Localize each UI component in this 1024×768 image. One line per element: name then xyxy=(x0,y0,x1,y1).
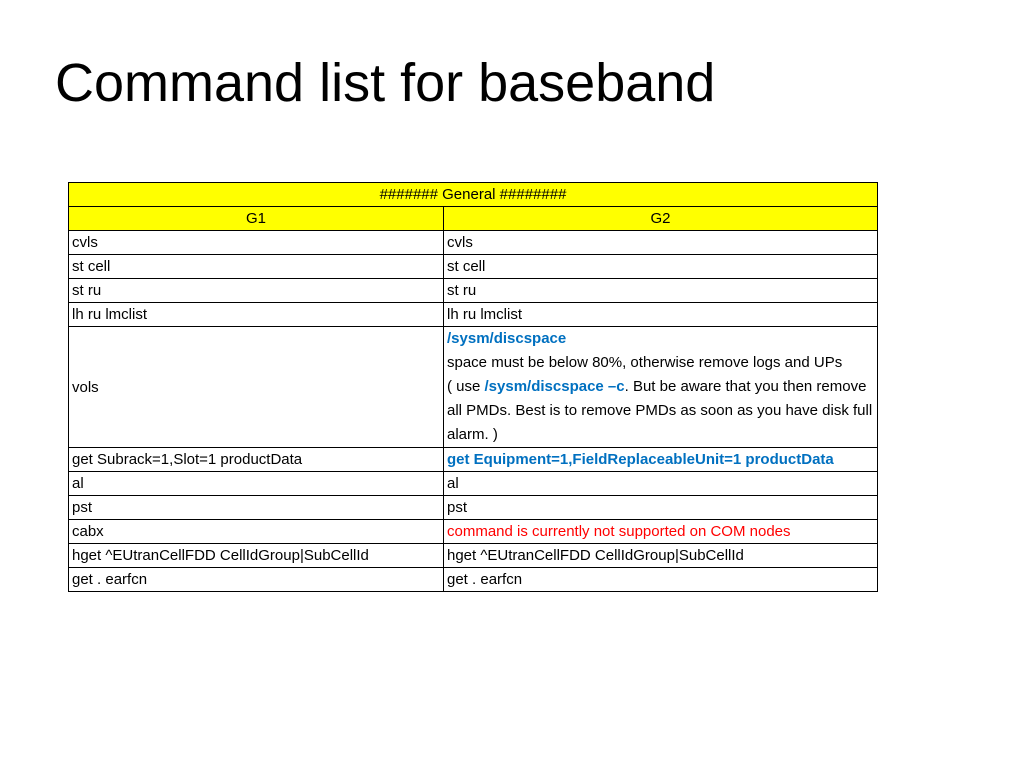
g2-cell: cvls xyxy=(444,231,878,255)
g1-cell: cabx xyxy=(69,520,444,544)
table-row xyxy=(69,327,878,448)
command-table xyxy=(68,182,878,592)
section-header-row xyxy=(69,183,878,207)
g2-cell: get . earfcn xyxy=(444,568,878,592)
g1-cell: al xyxy=(69,472,444,496)
g1-cell: vols xyxy=(69,327,444,448)
g1-cell: lh ru lmclist xyxy=(69,303,444,327)
table-row xyxy=(69,279,878,303)
table-row xyxy=(69,448,878,472)
g1-cell: get Subrack=1,Slot=1 productData xyxy=(69,448,444,472)
g1-cell: st ru xyxy=(69,279,444,303)
discspace-note-pre: ( use xyxy=(447,378,485,395)
g2-cell-unsupported: command is currently not supported on COM nodes xyxy=(444,520,878,544)
discspace-path: /sysm/discspace xyxy=(447,330,567,347)
discspace-command: /sysm/discspace –c xyxy=(484,378,625,395)
g1-cell: hget ^EUtranCellFDD CellIdGroup|SubCellId xyxy=(69,544,444,568)
table-row xyxy=(69,544,878,568)
column-header-row xyxy=(69,207,878,231)
section-header: ####### General ######## xyxy=(69,183,878,207)
table-row xyxy=(69,231,878,255)
col-header-g1: G1 xyxy=(69,207,444,231)
g1-cell: cvls xyxy=(69,231,444,255)
g2-cell: lh ru lmclist xyxy=(444,303,878,327)
table-row xyxy=(69,255,878,279)
table-row xyxy=(69,568,878,592)
col-header-g2: G2 xyxy=(444,207,878,231)
g2-cell: st cell xyxy=(444,255,878,279)
g2-cell-multiline xyxy=(444,327,878,448)
g1-cell: pst xyxy=(69,496,444,520)
g2-cell: pst xyxy=(444,496,878,520)
page-title: Command list for baseband xyxy=(55,53,716,113)
g1-cell: st cell xyxy=(69,255,444,279)
discspace-note: space must be below 80%, otherwise remove logs and UPs xyxy=(447,354,843,371)
table-row xyxy=(69,520,878,544)
table-row xyxy=(69,496,878,520)
table-row xyxy=(69,303,878,327)
table-row xyxy=(69,472,878,496)
g2-cell: hget ^EUtranCellFDD CellIdGroup|SubCellId xyxy=(444,544,878,568)
discspace-note-post: . But be aware that you then remove all PMDs. Best is to remove PMDs as soon as you have disk full alarm. ) xyxy=(447,378,873,443)
g2-cell: st ru xyxy=(444,279,878,303)
g2-cell: al xyxy=(444,472,878,496)
g1-cell: get . earfcn xyxy=(69,568,444,592)
g2-cell: get Equipment=1,FieldReplaceableUnit=1 productData xyxy=(444,448,878,472)
